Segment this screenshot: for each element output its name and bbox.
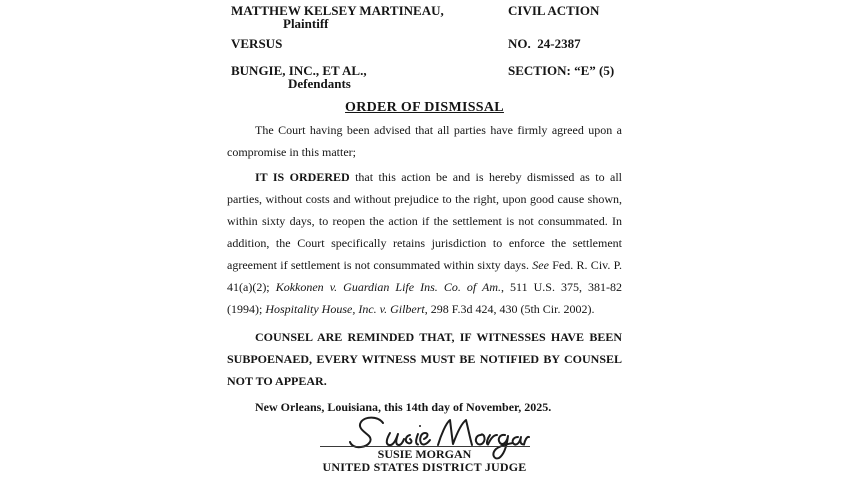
- judge-printed-name: SUSIE MORGAN: [377, 447, 472, 461]
- caption-row: [231, 77, 626, 91]
- signature-area: [320, 416, 530, 447]
- order-title: ORDER OF DISMISSAL: [345, 100, 504, 115]
- signature-line: [320, 446, 530, 447]
- caption-row: [231, 37, 626, 51]
- signature-block: [227, 416, 622, 473]
- order-paragraph-3: COUNSEL ARE REMINDED THAT, IF WITNESSES HAVE BEEN SUBPOENAED, EVERY WITNESS MUST BE NOTIFIED BY COUNSEL NOT TO APPEAR.: [227, 330, 622, 388]
- civil-action-label: CIVIL ACTION: [508, 3, 600, 18]
- judge-signature-script-icon: [320, 413, 530, 461]
- plaintiff-designation: Plaintiff: [283, 16, 329, 31]
- case-caption: [231, 4, 626, 91]
- versus-label: VERSUS: [231, 36, 283, 51]
- order-paragraph-4: New Orleans, Louisiana, this 14th day of November, 2025.: [255, 400, 552, 414]
- plaintiff-name: MATTHEW KELSEY MARTINEAU,: [231, 3, 444, 18]
- section-label: SECTION: “E” (5): [508, 63, 615, 78]
- defendant-designation: Defendants: [288, 76, 351, 91]
- defendant-name: BUNGIE, INC., ET AL.,: [231, 63, 367, 78]
- judge-title: UNITED STATES DISTRICT JUDGE: [322, 460, 527, 474]
- order-body: [227, 97, 622, 418]
- case-number: NO. 24-2387: [508, 36, 581, 51]
- order-paragraph-1: The Court having been advised that all parties have firmly agreed upon a compromise in this matter;: [227, 123, 622, 159]
- caption-row: [231, 17, 626, 31]
- order-paragraph-2: IT IS ORDERED that this action be and is hereby dismissed as to all parties, without costs and without prejudice to the right, upon good cause shown, within sixty days, to reopen the action if the settlement is not consummated. In addition, the Court specifically retains jurisdiction to enforce the settlement agreement if settlement is not consummated within sixty days. See Fed. R. Civ. P. 41(a)(2); Kokkonen v. Guardian Life Ins. Co. of Am., 511 U.S. 375, 381-82 (1994); Hospitality House, Inc. v. Gilbert, 298 F.3d 424, 430 (5th Cir. 2002).: [227, 170, 623, 316]
- order-paragraphs: [227, 119, 622, 418]
